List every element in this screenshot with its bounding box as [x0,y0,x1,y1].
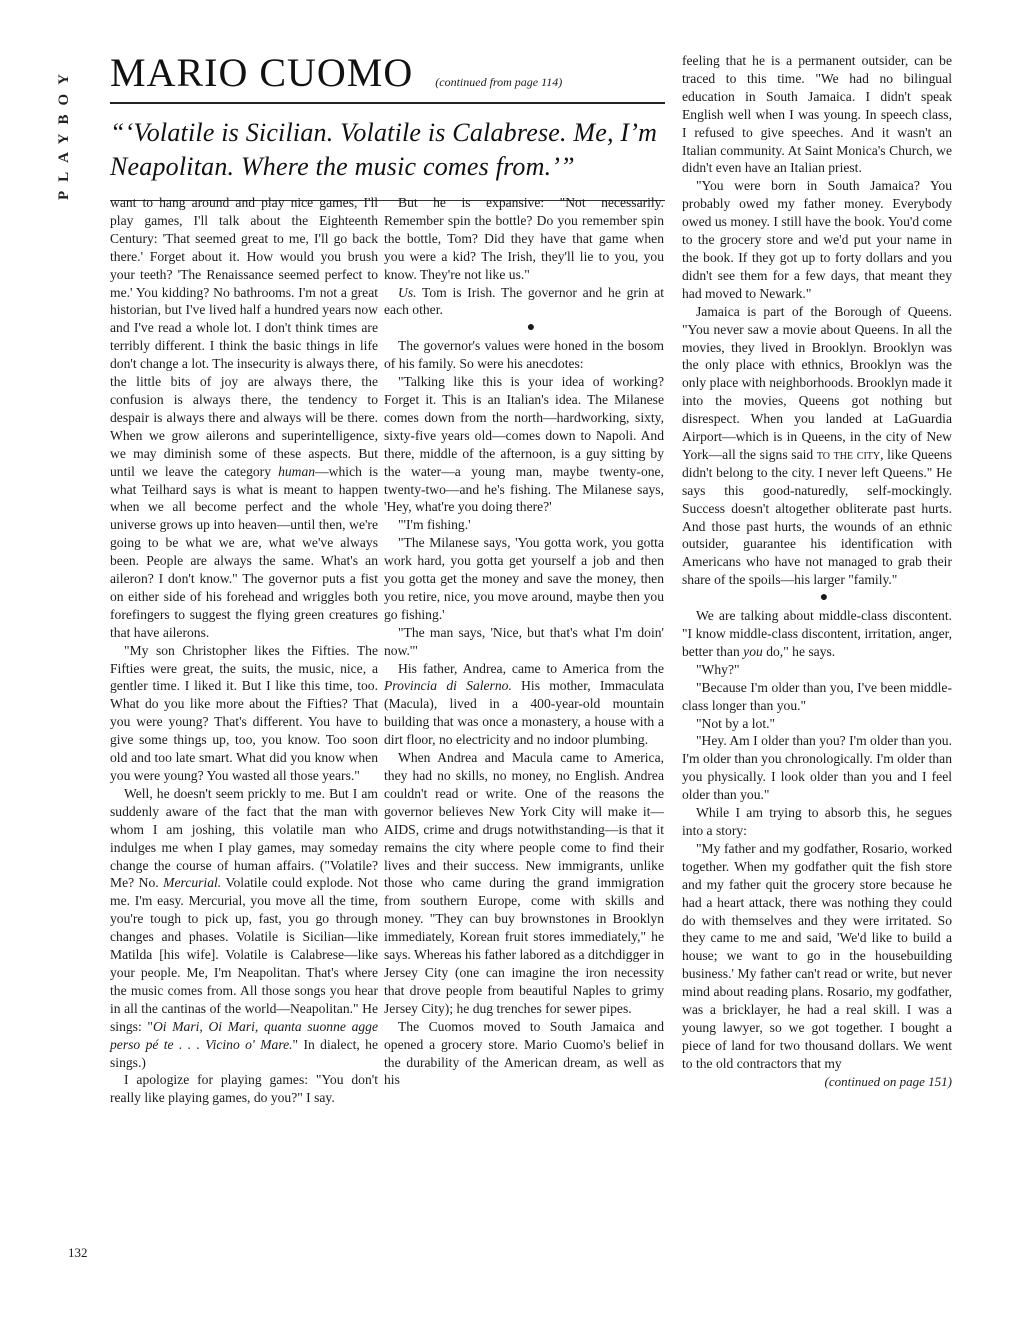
paragraph: While I am trying to absorb this, he segues into a story: [682,805,952,838]
page-number: 132 [68,1245,88,1260]
text-column-1 [110,194,378,1107]
paragraph: "'I'm fishing.' [398,517,471,533]
title-rule [110,102,665,104]
paragraph: want to hang around and play nice games, I'll play games, I'll talk about the Eighteenth Century: 'That seemed great to me, I'll go back there.' Forget about it. How would you brush your teeth? 'The Renaissance seemed perfect to me.' You kidding? No bathrooms. I'm not a great historian, but I've lived half a hundred years now and I've read a whole lot. I don't think times are terribly different. I think the basic things in life don't change a lot. The insecurity is always there, the little bits of joy are always there, the confusion is always there, the tendency to despair is always there and always will be there. When we grow ailerons and superintelligence, we may diminish some of these aspects. But until we leave the category human—which is what Teilhard says is what is meant to happen when we all become perfect and the whole universe grows up into heaven—until then, we're going to be what we are, what we've always been. People are always the same. What's an aileron? I don't know." The governor puts a fist on either side of his forehead and wriggles both forefingers to suggest the flying green creatures that have ailerons. [110,195,378,640]
paragraph: I apologize for playing games: "You don't really like playing games, do you?" I say. [110,1072,378,1106]
paragraph: "My son Christopher likes the Fifties. The Fifties were great, the suits, the music, nice, a gentler time. I liked it. But I like this time, too. What do you like more about the Fifties? That you were young? That's different. You have to give some things up, too, you know. Too soon old and too late smart. What did you know when you were young? You wasted all those years." [110,642,378,783]
text-column-3 [682,52,952,1091]
paragraph: "The man says, 'Nice, but that's what I'm doin' now.'" [384,624,664,658]
pull-quote: “‘Volatile is Sicilian. Volatile is Calabrese. Me, I’m Neapolitan. Where the music comes from.’” [110,118,658,181]
text-column-2 [384,194,664,1089]
paragraph: "Hey. Am I older than you? I'm older than you. I'm older than you chronologically. I'm older than you physically. I look older than you and I feel older than you." [682,733,952,803]
section-bullet: ● [819,590,829,606]
continued-on-note: (continued on page 151) [824,1073,952,1089]
paragraph: "Not by a lot." [696,715,776,731]
paragraph: Us. Tom is Irish. The governor and he grin at each other. [384,284,665,318]
article-header [110,52,665,201]
paragraph: But he is expansive: "Not necessarily. Remember spin the bottle? Do you remember spin the bottle, Tom? Did they have that game when you were a kid? The Irish, they'll lie to you, you know. They're not like us." [384,195,664,282]
magazine-brand: PLAYBOY [55,64,72,200]
paragraph: feeling that he is a permanent outsider, can be traced to this time. "We had no bilingual education in South Jamaica. I didn't speak English well when I was young. In speech class, I refused to give speeches. And it wasn't an Italian community. At Saint Monica's Church, we didn't even have an Italian priest. [682,53,952,176]
paragraph: The governor's values were honed in the bosom of his family. So were his anecdotes: [384,338,664,372]
paragraph: Jamaica is part of the Borough of Queens. "You never saw a movie about Queens. In all the movies, they lived in Brooklyn. Brooklyn was the only place with ethnics, Brooklyn was the only place with neighborhoods. Brooklyn made it into the movies, Queens got nothing but disrespect. When you landed at LaGuardia Airport—which is in Queens, in the city of New York—all the signs said to the city, like Queens didn't belong to the city. I never left Queens." He says this good-naturedly, self-mockingly. Success doesn't altogether obliterate past hurts. And those past hurts, the wounds of an ethnic outsider, guarantee his identification with Americans who have not managed to grab their share of the spoils—his larger "family." [682,303,952,588]
paragraph: His father, Andrea, came to America from the Provincia di Salerno. His mother, Immaculata (Macula), lived in a 400-year-old mountain building that was once a monastery, a house with a dirt floor, no electricity and no indoor plumbing. [384,660,664,748]
paragraph: We are talking about middle-class discontent. "I know middle-class discontent, irritation, anger, better than you do," he says. [682,608,952,659]
article-title: MARIO CUOMO [110,50,414,95]
paragraph: "Talking like this is your idea of working? Forget it. This is an Italian's idea. The Milanese comes down from the north—hardworking, sixty, sixty-five years old—comes down to Napoli. And there, middle of the afternoon, is a guy sitting by the water—a young man, maybe twenty-one, twenty-two—and he's fishing. The Milanese says, 'Hey, what're you doing there?' [384,374,664,515]
paragraph: "You were born in South Jamaica? You probably owed my father money. Everybody owed us money. I still have the book. You'd come to the grocery store and we'd put your name in the book. If they got up to forty dollars and you didn't see them for a few days, that meant they had moved to Newark." [682,178,952,301]
paragraph: Well, he doesn't seem prickly to me. But I am suddenly aware of the fact that the man with whom I am joshing, this volatile man who indulges me when I play games, may someday change the course of human affairs. ("Volatile? Me? No. Mercurial. Volatile could explode. Not me. I'm easy. Mercurial, you move all the time, you're tough to pick up, fast, you go through changes and phases. Volatile is Sicilian—like Matilda [his wife]. Volatile is Calabrese—like your people. Me, I'm Neapolitan. That's where the music comes from. All those songs you hear in all the cantinas of the world—Neapolitan." He sings: "Oi Mari, Oi Mari, quanta suonne agge perso pé te . . . Vicino o' Mare." In dialect, he sings.) [110,785,378,1070]
section-bullet: ● [526,320,536,336]
paragraph: "The Milanese says, 'You gotta work, you gotta work hard, you gotta get yourself a job and then you gotta get the money and save the money, then you retire, nice, you move around, maybe then you go fishing.' [384,535,664,622]
paragraph: When Andrea and Macula came to America, they had no skills, no money, no English. Andrea couldn't read or write. One of the reasons the governor believes New York City will make it—AIDS, crime and drugs notwithstanding—is that it remains the city where people come to find their lives and their success. New immigrants, unlike those who came during the grand immigration from southern Europe, come with skills and money. "They can buy brownstones in Brooklyn immediately, Korean fruit stores immediately," he says. Whereas his father labored as a ditchdigger in Jersey City (one can imagine the iron necessity that drove people from beautiful Naples to grimy Jersey City); he dug trenches for sewer pipes. [384,750,664,1016]
paragraph: "Because I'm older than you, I've been middle-class longer than you." [682,679,952,713]
paragraph: "My father and my godfather, Rosario, worked together. When my godfather quit the fish store and my father quit the grocery store because he had a heart attack, there was nothing they could do with themselves and they were irritated. So they came to me and said, 'We'd like to build a house; we want to go in the housebuilding business.' My father can't read or write, but never mind about reading plans. Rosario, my godfather, was a bricklayer, he had a real skill. I was a young lawyer, so we got together. I bought a piece of land for two thousand dollars. We went to the old contractors that my [682,840,952,1071]
paragraph: The Cuomos moved to South Jamaica and opened a grocery store. Mario Cuomo's belief in the durability of the American dream, as well as his [384,1018,664,1088]
paragraph: "Why?" [696,661,740,677]
continued-from-note: (continued from page 114) [435,75,563,89]
